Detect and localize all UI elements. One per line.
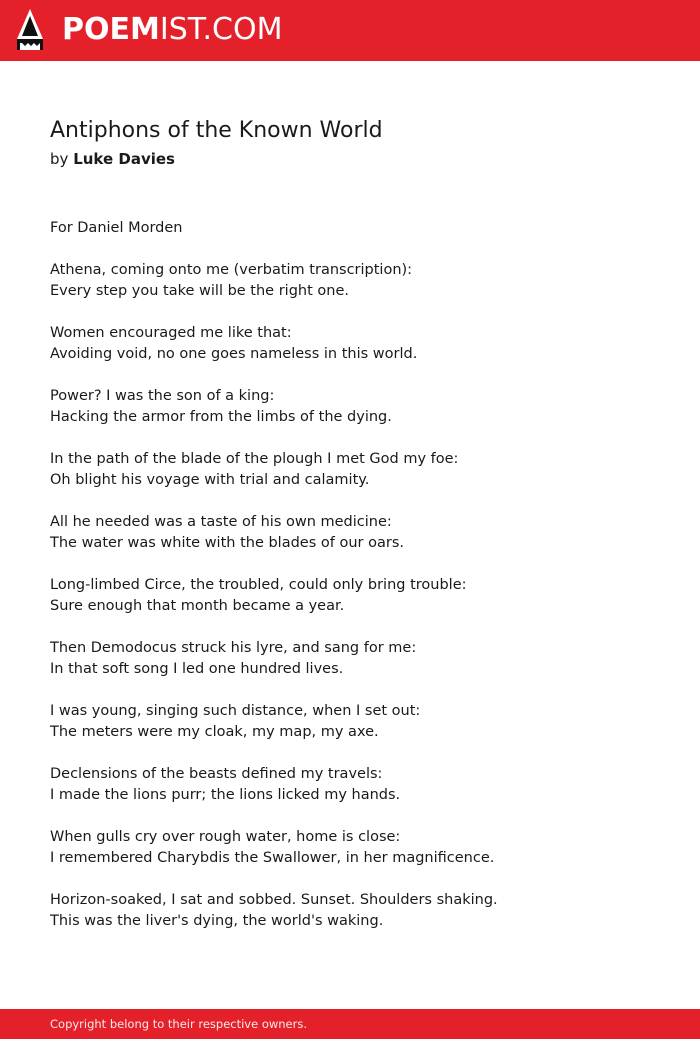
poem-line: Power? I was the son of a king: bbox=[50, 388, 275, 404]
poem-line: Sure enough that month became a year. bbox=[50, 598, 345, 614]
poem-line: I was young, singing such distance, when I set out: bbox=[50, 703, 421, 719]
poem-line: Athena, coming onto me (verbatim transcription): bbox=[50, 262, 413, 278]
site-logo[interactable] bbox=[62, 10, 282, 50]
poem-dedication bbox=[50, 218, 670, 239]
poem-line: Long-limbed Circe, the troubled, could only bring trouble: bbox=[50, 577, 467, 593]
pencil-tip-icon[interactable] bbox=[16, 9, 44, 51]
poem-line: In that soft song I led one hundred lives. bbox=[50, 661, 344, 677]
dedication-line: For Daniel Morden bbox=[50, 220, 183, 236]
site-header bbox=[0, 0, 700, 61]
copyright-notice: Copyright belong to their respective owners. bbox=[50, 1017, 308, 1031]
logo-bold-text: POEM bbox=[62, 12, 160, 47]
poem-byline bbox=[50, 148, 175, 170]
poem-line: When gulls cry over rough water, home is close: bbox=[50, 829, 401, 845]
poem-line: Horizon-soaked, I sat and sobbed. Sunset. Shoulders shaking. bbox=[50, 892, 498, 908]
poem-stanza bbox=[50, 260, 670, 302]
poem-line: The meters were my cloak, my map, my axe. bbox=[50, 724, 379, 740]
poem-stanza bbox=[50, 638, 670, 680]
poem-line: In the path of the blade of the plough I met God my foe: bbox=[50, 451, 459, 467]
poem-stanza bbox=[50, 827, 670, 869]
site-footer bbox=[0, 1009, 700, 1039]
poem-author: Luke Davies bbox=[73, 150, 175, 168]
poem-line: Then Demodocus struck his lyre, and sang for me: bbox=[50, 640, 417, 656]
poem-line: I made the lions purr; the lions licked my hands. bbox=[50, 787, 401, 803]
poem-stanza bbox=[50, 575, 670, 617]
poem-line: I remembered Charybdis the Swallower, in her magnificence. bbox=[50, 850, 495, 866]
poem-stanza bbox=[50, 512, 670, 554]
poem-line: Oh blight his voyage with trial and calamity. bbox=[50, 472, 370, 488]
poem-stanza bbox=[50, 323, 670, 365]
poem-title: Antiphons of the Known World bbox=[50, 118, 383, 143]
byline-prefix: by bbox=[50, 150, 69, 168]
poem-line: Declensions of the beasts defined my travels: bbox=[50, 766, 383, 782]
poem-line: Hacking the armor from the limbs of the dying. bbox=[50, 409, 392, 425]
poem-line: Every step you take will be the right one. bbox=[50, 283, 349, 299]
poem-stanza bbox=[50, 701, 670, 743]
poem-line: Women encouraged me like that: bbox=[50, 325, 292, 341]
logo-light-text: IST.COM bbox=[159, 12, 283, 47]
poem-stanza bbox=[50, 890, 670, 932]
poem-stanza bbox=[50, 764, 670, 806]
poem-stanza bbox=[50, 386, 670, 428]
poem-line: All he needed was a taste of his own medicine: bbox=[50, 514, 392, 530]
poem-body bbox=[50, 218, 670, 953]
poem-stanza bbox=[50, 449, 670, 491]
poem-line: Avoiding void, no one goes nameless in this world. bbox=[50, 346, 418, 362]
poem-line: The water was white with the blades of our oars. bbox=[50, 535, 404, 551]
poem-line: This was the liver's dying, the world's waking. bbox=[50, 913, 384, 929]
